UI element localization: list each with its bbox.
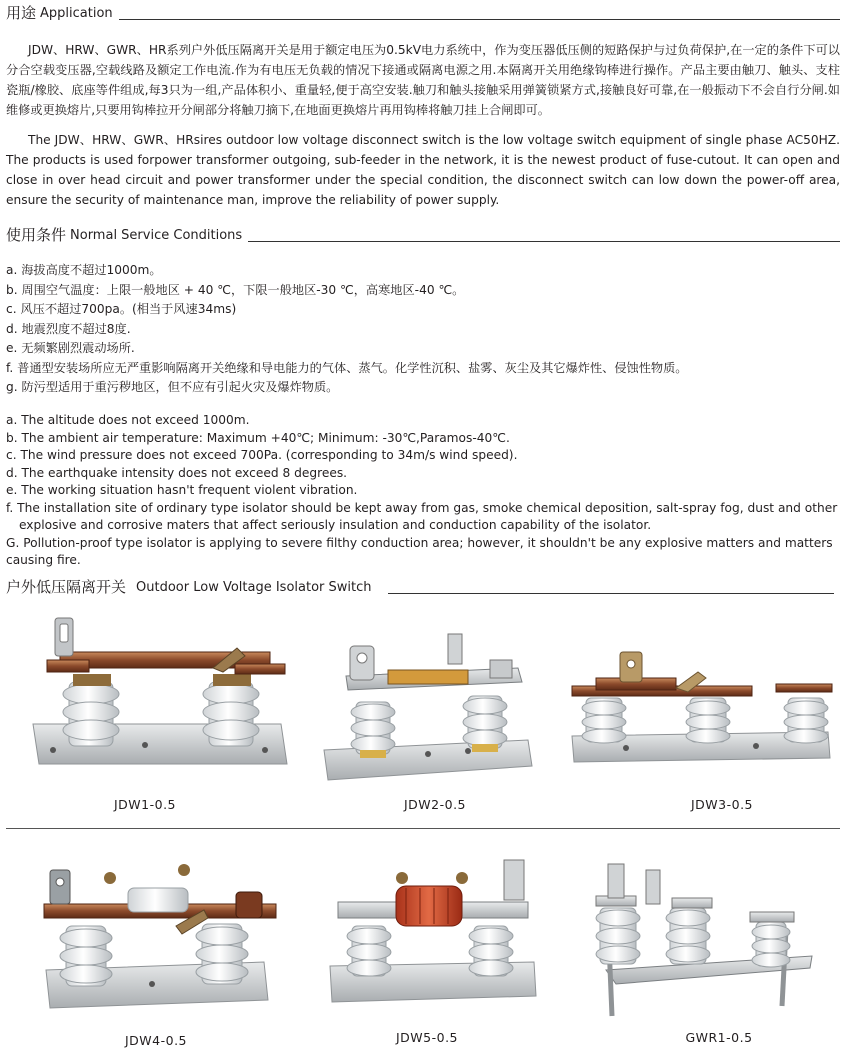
list-item: e. The working situation hasn't frequent violent vibration.	[6, 483, 358, 497]
product-caption: JDW4-0.5	[124, 1033, 187, 1048]
list-item: G. Pollution-proof type isolator is applying to severe filthy conduction area; however, it shouldn't be any explosive matters and matters causing fire.	[6, 535, 833, 567]
list-item: c. The wind pressure does not exceed 700Pa. (corresponding to 34m/s wind speed).	[6, 448, 518, 462]
section-heading-conditions	[6, 226, 840, 244]
list-item: a. 海拔高度不超过1000m。	[6, 263, 162, 277]
heading-rule	[119, 19, 840, 20]
product-caption: GWR1-0.5	[685, 1030, 753, 1045]
list-item: f. The installation site of ordinary type isolator should be kept away from gas, smoke chemical deposition, salt-spray fog, dust and other explosive and corrosive maters that affect seriously insulation and conduction capability of the isolator.	[6, 500, 838, 532]
heading-rule	[248, 241, 840, 242]
row-divider	[6, 828, 840, 829]
product-caption: JDW5-0.5	[395, 1030, 458, 1045]
conditions-list-en	[6, 412, 840, 570]
section-title-en: Application	[40, 6, 113, 21]
product-image-jdw3	[566, 648, 836, 766]
list-item: e. 无频繁剧烈震动场所.	[6, 341, 135, 355]
list-item: a. The altitude does not exceed 1000m.	[6, 413, 250, 427]
section-title-en: Normal Service Conditions	[70, 228, 243, 243]
section-heading-products	[6, 578, 834, 596]
section-heading-application	[6, 4, 840, 22]
application-paragraph-en: The JDW、HRW、GWR、HRsires outdoor low voltage disconnect switch is the low voltage switch equipment of single phase AC50HZ. The products is used forpower transformer outgoing, sub-feeder in the network, it is the newest product of fuse-cutout. It can open and close in over head circuit and power transformer under the special condition, the disconnect switch can low down the power-off area, ensure the security of maintenance man, improve the reliability of power supply.	[6, 133, 840, 207]
list-item: f. 普通型安装场所应无严重影响隔离开关绝缘和导电能力的气体、蒸气。化学性沉积、盐雾、灰尘及其它爆炸性、侵蚀性物质。	[6, 360, 688, 375]
list-item: d. 地震烈度不超过8度.	[6, 321, 131, 336]
list-item: b. 周围空气温度：上限一般地区 + 40 ℃，下限一般地区-30 ℃，高寒地区-40 ℃。	[6, 282, 465, 297]
product-caption: JDW2-0.5	[403, 797, 466, 812]
list-item: c. 风压不超过700pa。(相当于风速34ms)	[6, 302, 237, 316]
section-title-cn: 户外低压隔离开关	[6, 578, 127, 596]
application-paragraph-cn: JDW、HRW、GWR、HR系列户外低压隔离开关是用于额定电压为0.5kV电力系统中，作为变压器低压侧的短路保护与过负荷保护,在一定的条件下可以分合空载变压器,空载线路及额定工作电流.作为有电压无负载的情况下接通或隔离电源之用.本隔离开关用绝缘钩棒进行操作。产品主要由触刀、触头、支柱瓷瓶/橡胶、底座等件组成,每3只为一组,产品体积小、重量轻,便于高空安装.触刀和触头接触采用弹簧锁紧方式,接触良好可靠,在一般振动下不会自行分闸.如维修或更换熔片,只要用钩棒拉开分闸部分将触刀摘下,在地面更换熔片再用钩棒将触刀挂上合闸即可。	[6, 43, 840, 117]
list-item: b. The ambient air temperature: Maximum +40℃; Minimum: -30℃,Paramos-40℃.	[6, 430, 510, 445]
product-image-jdw1	[25, 612, 295, 782]
section-title-en: Outdoor Low Voltage Isolator Switch	[136, 580, 372, 595]
heading-rule	[388, 593, 835, 594]
conditions-list-cn	[6, 261, 840, 398]
product-caption: JDW3-0.5	[690, 797, 753, 812]
product-image-jdw4	[36, 852, 286, 1022]
product-image-jdw2	[318, 630, 538, 790]
list-item: d. The earthquake intensity does not exceed 8 degrees.	[6, 465, 348, 480]
product-image-gwr1	[586, 860, 822, 1020]
section-title-cn: 使用条件	[6, 226, 67, 244]
product-image-jdw5	[324, 856, 546, 1016]
list-item: g. 防污型适用于重污秽地区，但不应有引起火灾及爆炸物质。	[6, 380, 339, 394]
product-caption: JDW1-0.5	[113, 797, 176, 812]
section-title-cn: 用途	[6, 4, 37, 22]
